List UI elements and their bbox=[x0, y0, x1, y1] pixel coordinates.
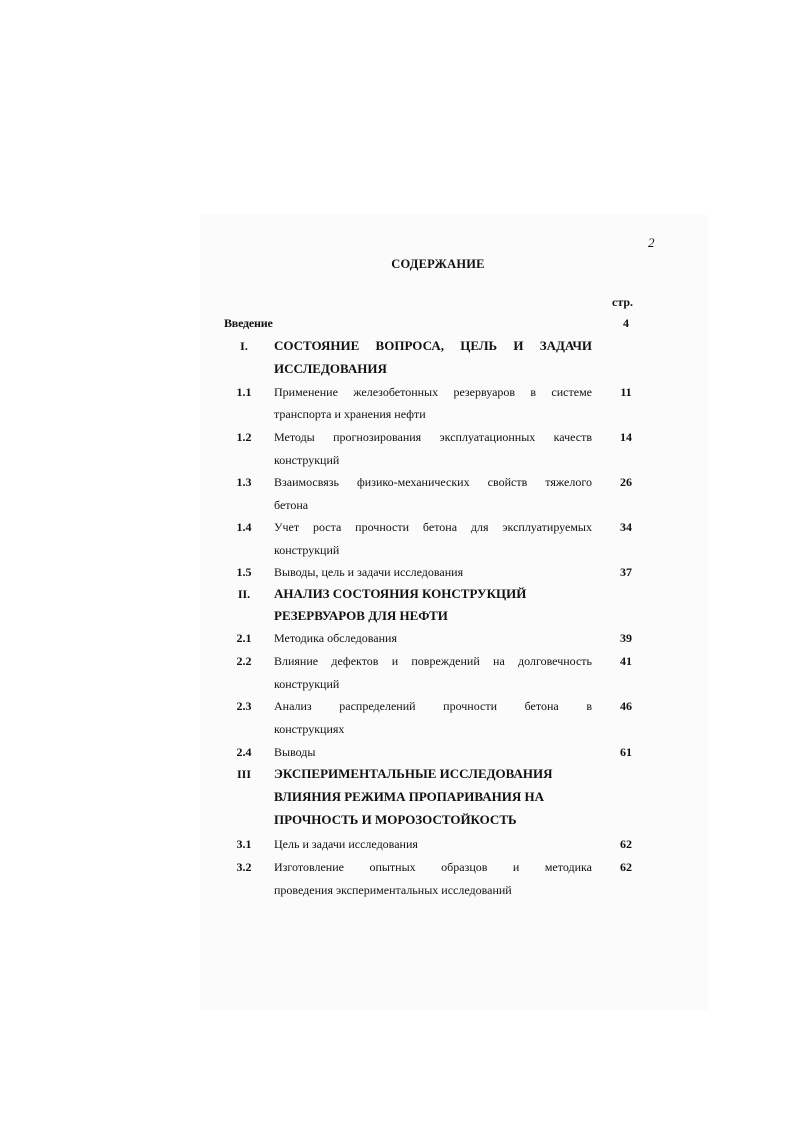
toc-number: 1.4 bbox=[236, 520, 252, 534]
toc-heading-line: РЕЗЕРВУАРОВ ДЛЯ НЕФТИ bbox=[274, 608, 448, 623]
toc-title-line: Изготовление опытных образцов и методика bbox=[274, 860, 592, 874]
toc-heading-line: АНАЛИЗ СОСТОЯНИЯ КОНСТРУКЦИЙ bbox=[274, 586, 527, 601]
toc-heading-line: ИССЛЕДОВАНИЯ bbox=[274, 361, 387, 376]
toc-heading-line: СОСТОЯНИЕ ВОПРОСА, ЦЕЛЬ И ЗАДАЧИ bbox=[274, 338, 592, 353]
page-title: СОДЕРЖАНИЕ bbox=[391, 257, 485, 271]
toc-intro-label: Введение bbox=[224, 316, 273, 330]
toc-number: 2.3 bbox=[236, 699, 252, 713]
toc-title-line: Влияние дефектов и повреждений на долговечность bbox=[274, 654, 592, 668]
toc-title-line: транспорта и хранения нефти bbox=[274, 407, 426, 421]
toc-title-line: конструкций bbox=[274, 543, 340, 557]
toc-title-line: конструкций bbox=[274, 677, 340, 691]
toc-title-line: Учет роста прочности бетона для эксплуатируемых bbox=[274, 520, 592, 534]
toc-number: II. bbox=[237, 587, 251, 601]
toc-page: 11 bbox=[620, 385, 632, 399]
toc-number: 1.3 bbox=[236, 475, 252, 489]
toc-page: 26 bbox=[620, 475, 632, 489]
toc-page: 62 bbox=[620, 837, 632, 851]
toc-number: 3.2 bbox=[236, 860, 252, 874]
toc-title-line: конструкций bbox=[274, 453, 340, 467]
toc-page: 62 bbox=[620, 860, 632, 874]
toc-page: 61 bbox=[620, 745, 632, 759]
toc-title-line: Методика обследования bbox=[274, 631, 397, 645]
toc-number: 2.1 bbox=[236, 631, 252, 645]
toc-page: 46 bbox=[620, 699, 632, 713]
toc-page: 39 bbox=[620, 631, 632, 645]
toc-title-line: Применение железобетонных резервуаров в системе bbox=[274, 385, 592, 399]
toc-page: 37 bbox=[620, 565, 632, 579]
page-column-label: стр. bbox=[612, 295, 634, 309]
toc-title-line: Цель и задачи исследования bbox=[274, 837, 418, 851]
toc-title-line: бетона bbox=[274, 498, 309, 512]
toc-title-line: Анализ распределений прочности бетона в bbox=[274, 699, 592, 713]
toc-number: III bbox=[236, 767, 251, 781]
toc-title-line: Взаимосвязь физико-механических свойств тяжелого bbox=[274, 475, 592, 489]
toc-title-line: проведения экспериментальных исследований bbox=[274, 883, 512, 897]
toc-heading-line: ЭКСПЕРИМЕНТАЛЬНЫЕ ИССЛЕДОВАНИЯ bbox=[274, 766, 553, 781]
toc-heading-line: ВЛИЯНИЯ РЕЖИМА ПРОПАРИВАНИЯ НА bbox=[274, 789, 544, 804]
toc-page: 41 bbox=[620, 654, 632, 668]
toc-title-line: конструкциях bbox=[274, 722, 345, 736]
toc-heading-line: ПРОЧНОСТЬ И МОРОЗОСТОЙКОСТЬ bbox=[274, 812, 517, 827]
page-number: 2 bbox=[648, 235, 655, 250]
toc-title-line: Выводы bbox=[274, 745, 316, 759]
toc-number: 1.1 bbox=[236, 385, 252, 399]
toc-number: 2.2 bbox=[236, 654, 252, 668]
toc-page: 14 bbox=[620, 430, 632, 444]
toc-number: 3.1 bbox=[236, 837, 252, 851]
toc-number: 1.2 bbox=[236, 430, 252, 444]
toc-title-line: Методы прогнозирования эксплуатационных качеств bbox=[274, 430, 592, 444]
toc-title-line: Выводы, цель и задачи исследования bbox=[274, 565, 464, 579]
toc-page: 34 bbox=[620, 520, 632, 534]
toc-number: 2.4 bbox=[236, 745, 252, 759]
toc-intro-page: 4 bbox=[623, 316, 629, 330]
toc-number: 1.5 bbox=[236, 565, 252, 579]
toc-number: I. bbox=[240, 339, 248, 353]
